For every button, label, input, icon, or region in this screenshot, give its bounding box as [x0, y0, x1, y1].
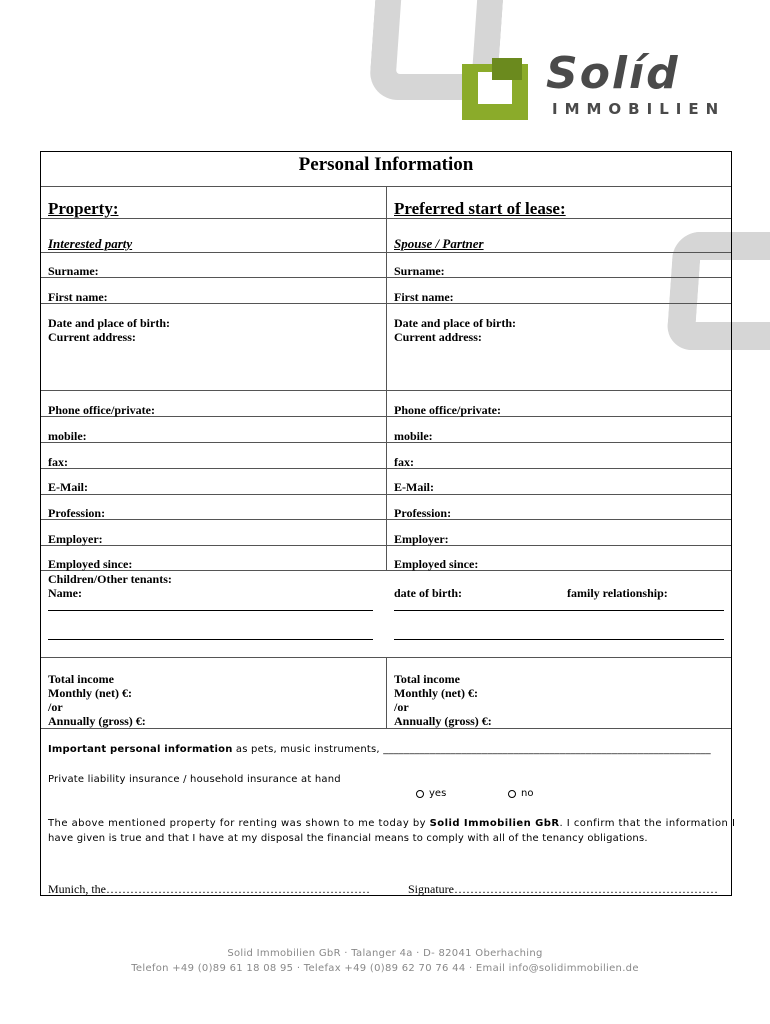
column-divider: [386, 657, 387, 728]
email-label: E-Mail:: [48, 480, 88, 494]
employed-since-label: Employed since:: [48, 557, 133, 571]
profession-label: Profession:: [48, 506, 106, 520]
property-heading: Property:: [48, 199, 119, 218]
confirmation-text: The above mentioned property for renting was shown to me today by: [48, 818, 430, 829]
confirmation-text: . I confirm that the information I: [559, 818, 736, 829]
interested-party-subheading: Interested party: [48, 236, 133, 251]
family-relationship-label: family relationship:: [567, 586, 668, 600]
partner-email-label: E-Mail:: [394, 480, 434, 494]
place-date-field[interactable]: Munich, the…………………………………………………………: [48, 882, 370, 896]
child-details-line[interactable]: [394, 639, 724, 640]
total-income-label: Total income: [48, 672, 114, 686]
fax-label: fax:: [48, 455, 68, 469]
partner-profession-label: Profession:: [394, 506, 452, 520]
partner-mobile-label: mobile:: [394, 429, 433, 443]
child-details-line[interactable]: [394, 610, 724, 611]
employer-label: Employer:: [48, 532, 103, 546]
partner-phone-label: Phone office/private:: [394, 403, 501, 417]
child-name-line[interactable]: [48, 610, 373, 611]
phone-label: Phone office/private:: [48, 403, 155, 417]
partner-dob-label: Date and place of birth:: [394, 316, 516, 330]
important-info-text: as pets, music instruments, _______________________________________________________________: [232, 744, 711, 755]
or-label: /or: [48, 700, 63, 714]
partner-total-income-label: Total income: [394, 672, 460, 686]
insurance-yes-option[interactable]: [416, 788, 446, 799]
address-label: Current address:: [48, 330, 136, 344]
partner-employer-label: Employer:: [394, 532, 449, 546]
partner-first-name-label: First name:: [394, 290, 454, 304]
radio-circle-icon: [508, 790, 516, 798]
partner-annually-gross-label: Annually (gross) €:: [394, 714, 492, 728]
company-name: Solid Immobilien GbR: [429, 818, 560, 829]
radio-circle-icon: [416, 790, 424, 798]
monthly-net-label: Monthly (net) €:: [48, 686, 132, 700]
logo-mark-icon: [462, 58, 532, 120]
footer-contact: Telefon +49 (0)89 61 18 08 95 · Telefax +49 (0)89 62 70 76 44 · Email info@solidimmobilien.de: [131, 963, 639, 974]
logo-subtitle: IMMOBILIEN: [552, 100, 726, 118]
insurance-question: Private liability insurance / household insurance at hand: [48, 774, 341, 785]
spouse-partner-subheading: Spouse / Partner: [394, 236, 484, 251]
no-label: no: [521, 788, 534, 799]
partner-address-label: Current address:: [394, 330, 482, 344]
signature-field[interactable]: Signature…………………………………………………………: [408, 882, 718, 896]
important-info-bold: Important personal information: [48, 744, 233, 755]
logo-wordmark: Solíd: [546, 48, 680, 99]
surname-label: Surname:: [48, 264, 99, 278]
partner-fax-label: fax:: [394, 455, 414, 469]
divider: [41, 570, 731, 571]
lease-start-heading: Preferred start of lease:: [394, 199, 566, 218]
name-label: Name:: [48, 586, 82, 600]
divider: [41, 728, 731, 729]
mobile-label: mobile:: [48, 429, 87, 443]
insurance-no-option[interactable]: [508, 788, 533, 799]
yes-label: yes: [429, 788, 447, 799]
date-of-birth-label: date of birth:: [394, 586, 462, 600]
partner-or-label: /or: [394, 700, 409, 714]
form-title: Personal Information: [298, 154, 474, 175]
partner-employed-since-label: Employed since:: [394, 557, 479, 571]
column-divider: [386, 186, 387, 570]
confirmation-line-1: [48, 817, 735, 831]
personal-information-form: [40, 151, 736, 896]
confirmation-line-2: have given is true and that I have at my disposal the financial means to comply with all of the tenancy obligations.: [48, 833, 648, 844]
footer-address: Solid Immobilien GbR · Talanger 4a · D- 82041 Oberhaching: [227, 948, 543, 959]
children-label: Children/Other tenants:: [48, 572, 172, 586]
partner-surname-label: Surname:: [394, 264, 445, 278]
child-name-line[interactable]: [48, 639, 373, 640]
first-name-label: First name:: [48, 290, 108, 304]
annually-gross-label: Annually (gross) €:: [48, 714, 146, 728]
dob-label: Date and place of birth:: [48, 316, 170, 330]
partner-monthly-net-label: Monthly (net) €:: [394, 686, 478, 700]
important-info-line: [48, 743, 711, 757]
